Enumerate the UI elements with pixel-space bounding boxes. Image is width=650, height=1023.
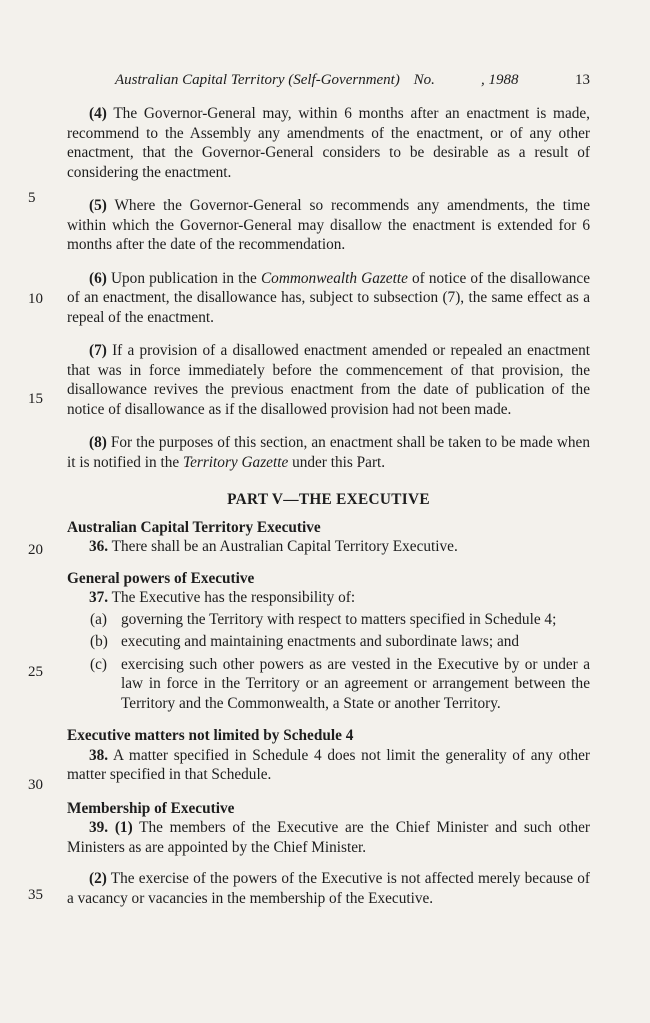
- section-39-2: [67, 869, 590, 908]
- subsection-text: Upon publication in the: [106, 269, 261, 287]
- subsection-number: (2): [89, 870, 107, 887]
- subsection-text: If a provision of a disallowed enactment amended or repealed an enactment that was in force immediately before the commencement of that provision, the disallowance revives the previous enactment from the date of publication of the notice of disallowance as if the disallowed provision had not been made.: [67, 342, 590, 418]
- subsection-6: [67, 269, 590, 328]
- section-text: The members of the Executive are the Chief Minister and such other Ministers as are appointed by the Chief Minister.: [67, 819, 590, 856]
- subsection-number: (7): [89, 342, 107, 359]
- list-item: [67, 655, 590, 714]
- subsection-5: [67, 196, 590, 255]
- page-number: 13: [575, 72, 590, 88]
- line-number: 5: [28, 190, 36, 206]
- section-37: [67, 588, 590, 608]
- gazette-name: Commonwealth Gazette: [260, 269, 408, 287]
- item-label: (a): [90, 610, 107, 628]
- item-text: governing the Territory with respect to matters specified in Schedule 4;: [121, 610, 557, 628]
- section-text: A matter specified in Schedule 4 does not limit the generality of any other matter specified in that Schedule.: [67, 746, 590, 783]
- list-item: [67, 610, 590, 630]
- section-heading: Australian Capital Territory Executive: [67, 518, 321, 536]
- act-title: Australian Capital Territory (Self-Government): [115, 72, 400, 88]
- section-number: 39. (1): [89, 819, 133, 836]
- section-heading: General powers of Executive: [67, 569, 255, 587]
- section-heading: Executive matters not limited by Schedule 4: [67, 727, 354, 744]
- line-number: 30: [28, 777, 43, 793]
- subsection-text: For the purposes of this section, an enactment shall be taken to be made when it is notified in the: [67, 434, 590, 471]
- line-number: 15: [28, 391, 43, 407]
- item-text: exercising such other powers as are vested in the Executive by or under a law in force in the Territory or an agreement or arrangement between the Territory and the Commonwealth, a State or another Territory.: [121, 655, 590, 712]
- section-text: The Executive has the responsibility of:: [108, 589, 356, 606]
- act-number: No.: [413, 72, 435, 88]
- running-header: [115, 72, 590, 89]
- subsection-number: (6): [89, 269, 107, 287]
- subsection-number: (5): [89, 197, 107, 214]
- section-36: [67, 537, 590, 557]
- section-text: There shall be an Australian Capital Territory Executive.: [108, 538, 458, 555]
- subsection-number: (4): [89, 105, 107, 122]
- section-number: 38.: [89, 746, 109, 764]
- subsection-4: [67, 104, 590, 182]
- line-number: 25: [28, 664, 43, 680]
- item-label: (b): [90, 633, 108, 650]
- subsection-text: Where the Governor-General so recommends any amendments, the time within which the Governor-General may disallow the enactment is extended for 6 months after the date of the recommendation.: [67, 197, 590, 253]
- line-number: 20: [28, 542, 43, 558]
- section-heading: Membership of Executive: [67, 799, 235, 817]
- item-label: (c): [90, 655, 107, 673]
- section-number: 37.: [89, 589, 109, 606]
- gazette-name: Territory Gazette: [183, 453, 289, 471]
- item-text: executing and maintaining enactments and subordinate laws; and: [121, 633, 520, 650]
- subsection-text: The exercise of the powers of the Executive is not affected merely because of a vacancy or vacancies in the membership of the Executive.: [67, 870, 590, 907]
- part-heading: PART V—THE EXECUTIVE: [227, 491, 430, 508]
- subsection-text: The Governor-General may, within 6 months after an enactment is made, recommend to the Assembly any amendments of the enactment, or of any other enactment, that the Governor-General considers to be desirable as a result of considering the enactment.: [67, 105, 590, 181]
- subsection-text: under this Part.: [288, 453, 386, 471]
- subsection-8: [67, 433, 590, 472]
- subsection-text: of notice of the disallowance of an enactment, the disallowance has, subject to subsection (7), the same effect as a repeal of the enactment.: [67, 269, 590, 326]
- section-number: 36.: [89, 538, 109, 555]
- act-year: , 1988: [481, 72, 519, 88]
- document-body: [67, 104, 590, 922]
- subsection-7: [67, 341, 590, 419]
- line-number: 10: [28, 291, 43, 307]
- section-39-1: [67, 818, 590, 857]
- subsection-number: (8): [89, 434, 107, 451]
- list-item: [67, 632, 590, 652]
- section-38: [67, 746, 590, 785]
- line-number: 35: [28, 887, 43, 903]
